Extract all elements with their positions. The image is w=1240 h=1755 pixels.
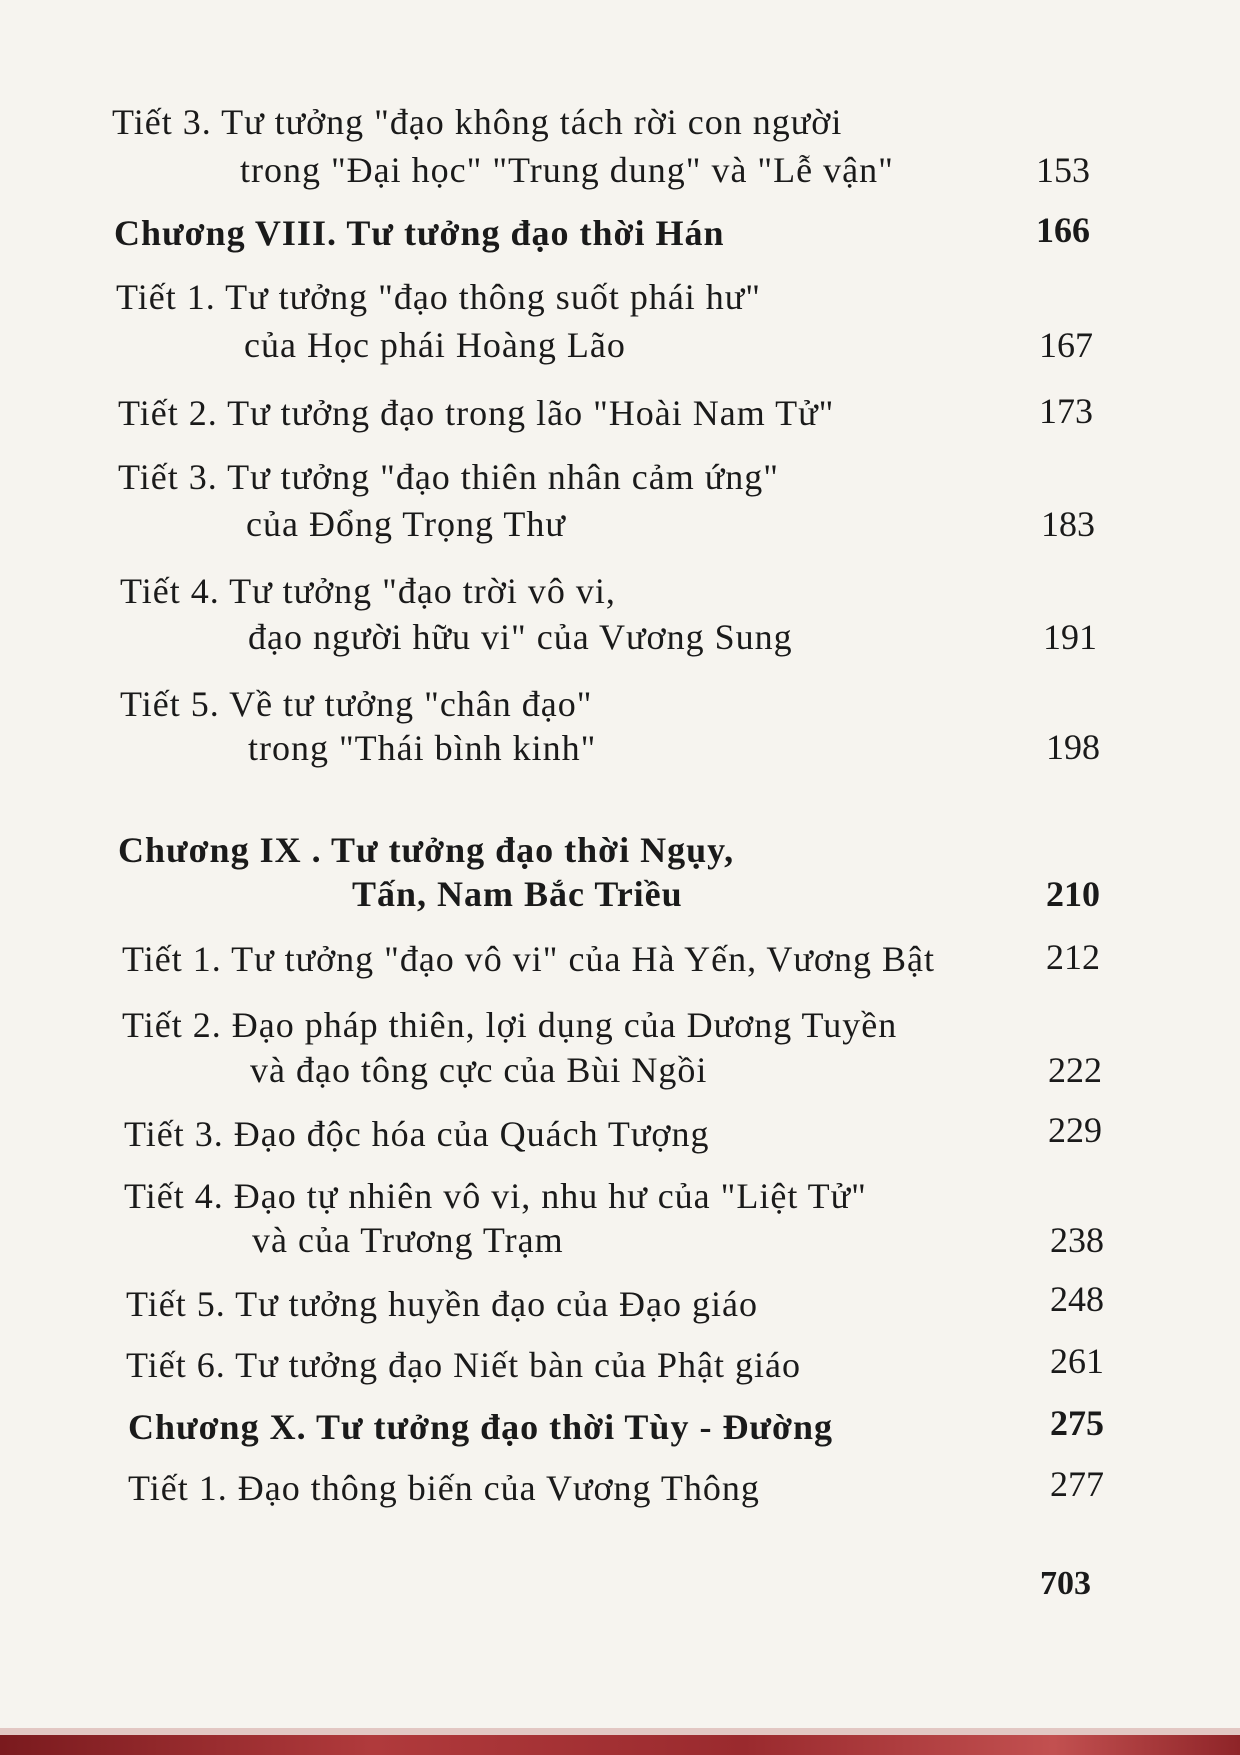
page-number: 222 — [1048, 1050, 1102, 1090]
page-number: 210 — [1046, 874, 1100, 914]
toc-line — [128, 1466, 760, 1510]
entry-title-line: của Đổng Trọng Thư — [246, 504, 566, 544]
page-number: 173 — [1039, 391, 1093, 431]
entry-title-line: Tư tưởng huyền đạo của Đạo giáo — [235, 1284, 759, 1324]
entry-prefix: Chương X. — [128, 1407, 307, 1447]
toc-line — [114, 211, 724, 255]
page-number: 229 — [1048, 1110, 1102, 1150]
entry-prefix: Tiết 1. — [128, 1468, 228, 1508]
entry-title-line: Đạo độc hóa của Quách Tượng — [233, 1114, 710, 1154]
entry-title-line: và của Trương Trạm — [252, 1220, 564, 1260]
folio-page-number: 703 — [1040, 1565, 1091, 1602]
entry-title-line: Tư tưởng "đạo thông suốt phái hư" — [225, 277, 762, 317]
page-number: 277 — [1050, 1464, 1104, 1504]
toc-line — [128, 1405, 833, 1449]
page-number: 183 — [1041, 504, 1095, 544]
entry-prefix: Tiết 3. — [118, 457, 218, 497]
entry-title-line: trong "Thái bình kinh" — [248, 728, 597, 768]
entry-prefix: Chương IX . — [118, 830, 322, 870]
entry-title-line: Đạo thông biến của Vương Thông — [237, 1468, 760, 1508]
entry-title-line: Tư tưởng đạo thời Tùy - Đường — [315, 1407, 833, 1447]
page-number: 166 — [1036, 210, 1090, 250]
entry-title-line: Tư tưởng đạo thời Ngụy, — [330, 830, 735, 870]
toc-line — [124, 1112, 709, 1156]
toc-line — [120, 569, 616, 613]
page-number: 198 — [1046, 727, 1100, 767]
entry-title-line: Tư tưởng đạo trong lão "Hoài Nam Tử" — [227, 393, 835, 433]
entry-prefix: Tiết 5. — [120, 684, 220, 724]
entry-title-line: Tư tưởng "đạo trời vô vi, — [229, 571, 616, 611]
entry-prefix: Tiết 2. — [122, 1005, 222, 1045]
toc-line — [122, 1003, 897, 1047]
toc-line — [118, 828, 734, 872]
entry-prefix: Tiết 3. — [124, 1114, 224, 1154]
entry-title-line: Tư tưởng "đạo vô vi" của Hà Yến, Vương Bật — [231, 939, 935, 979]
entry-title-line: Tư tưởng "đạo không tách rời con người — [221, 102, 843, 142]
entry-prefix: Tiết 4. — [124, 1176, 224, 1216]
toc-line — [118, 455, 779, 499]
toc-line — [118, 391, 834, 435]
entry-title-line: đạo người hữu vi" của Vương Sung — [248, 617, 793, 657]
page-number: 167 — [1039, 325, 1093, 365]
entry-prefix: Tiết 1. — [122, 939, 222, 979]
entry-title-line: trong "Đại học" "Trung dung" và "Lễ vận" — [240, 150, 894, 190]
toc-line — [124, 1174, 867, 1218]
page-number: 248 — [1050, 1279, 1104, 1319]
page-number: 261 — [1050, 1341, 1104, 1381]
entry-prefix: Tiết 4. — [120, 571, 220, 611]
toc-line — [122, 937, 935, 981]
entry-title-line: và đạo tông cực của Bùi Ngồi — [250, 1050, 708, 1090]
entry-title-line: của Học phái Hoàng Lão — [244, 325, 626, 365]
entry-title-line: Tư tưởng đạo thời Hán — [346, 213, 725, 253]
page-number: 238 — [1050, 1220, 1104, 1260]
toc-line — [120, 682, 592, 726]
entry-title-line: Tấn, Nam Bắc Triều — [352, 874, 683, 914]
entry-prefix: Tiết 2. — [118, 393, 218, 433]
entry-prefix: Tiết 3. — [112, 102, 212, 142]
entry-title-line: Tư tưởng "đạo thiên nhân cảm ứng" — [227, 457, 779, 497]
entry-title-line: Tư tưởng đạo Niết bàn của Phật giáo — [235, 1345, 802, 1385]
entry-prefix: Tiết 1. — [116, 277, 216, 317]
page-number: 153 — [1036, 150, 1090, 190]
entry-title-line: Đạo pháp thiên, lợi dụng của Dương Tuyền — [231, 1005, 898, 1045]
page-number: 212 — [1046, 937, 1100, 977]
book-cover-edge — [0, 1735, 1240, 1755]
toc-line — [116, 275, 761, 319]
toc-line — [112, 100, 842, 144]
toc-line — [126, 1282, 758, 1326]
toc-line — [126, 1343, 801, 1387]
entry-prefix: Tiết 6. — [126, 1345, 226, 1385]
entry-prefix: Chương VIII. — [114, 213, 337, 253]
page-number: 275 — [1050, 1403, 1104, 1443]
entry-title-line: Đạo tự nhiên vô vi, nhu hư của "Liệt Tử" — [233, 1176, 867, 1216]
entry-title-line: Về tư tưởng "chân đạo" — [229, 684, 593, 724]
page-edge-shadow — [0, 1728, 1240, 1735]
page-number: 191 — [1043, 617, 1097, 657]
entry-prefix: Tiết 5. — [126, 1284, 226, 1324]
